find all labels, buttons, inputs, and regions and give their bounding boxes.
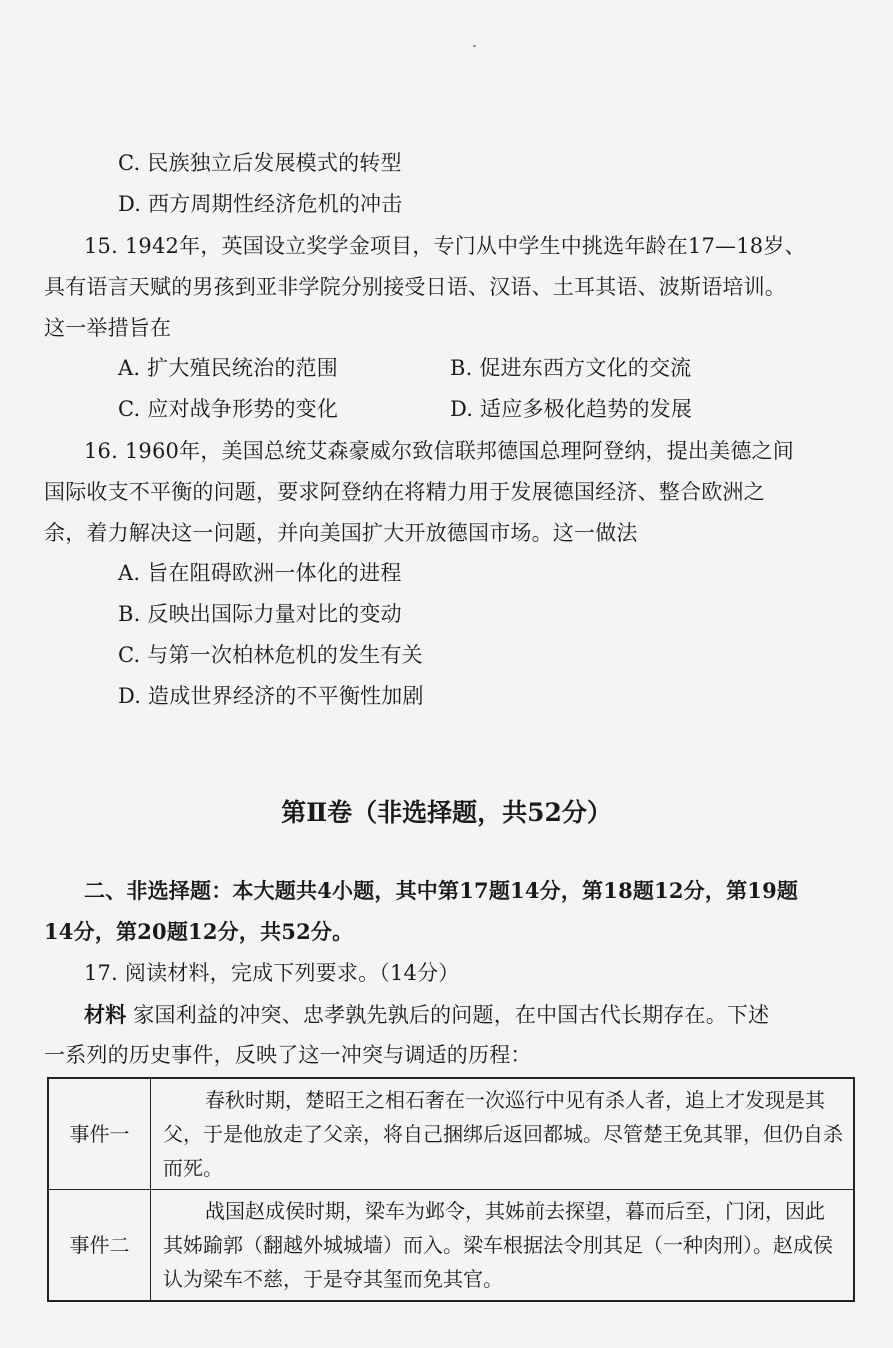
- event-1-label: 事件一: [48, 1078, 151, 1190]
- q16-option-a: A. 旨在阻碍欧洲一体化的进程: [118, 561, 402, 585]
- section-title: 第Ⅱ卷（非选择题，共52分）: [281, 798, 612, 827]
- event-1-paragraph: 春秋时期，楚昭王之相石奢在一次巡行中见有杀人者，追上才发现是其父，于是他放走了父亲，将自己捆绑后返回都城。尽管楚王免其罪，但仍自杀而死。: [163, 1088, 843, 1180]
- event-2-label: 事件二: [48, 1190, 151, 1302]
- q15-option-c: C. 应对战争形势的变化: [118, 397, 339, 421]
- section-intro-line-1: 二、非选择题：本大题共4小题，其中第17题14分，第18题12分，第19题: [84, 878, 799, 903]
- q16-stem-line-2: 国际收支不平衡的问题，要求阿登纳在将精力用于发展德国经济、整合欧洲之: [44, 480, 765, 504]
- events-table: [47, 1077, 855, 1302]
- material-text-1: 家国利益的冲突、忠孝孰先孰后的问题，在中国古代长期存在。下述: [133, 1003, 770, 1027]
- section-intro-line-2: 14分，第20题12分，共52分。: [44, 919, 354, 944]
- q15-option-d: D. 适应多极化趋势的发展: [450, 397, 693, 421]
- scan-speck: [473, 45, 476, 47]
- table-row: [48, 1078, 854, 1190]
- q15-option-b: B. 促进东西方文化的交流: [450, 356, 692, 380]
- q16-stem-line-1: 16. 1960年，美国总统艾森豪威尔致信联邦德国总理阿登纳，提出美德之间: [84, 439, 794, 463]
- event-2-paragraph: 战国赵成侯时期，梁车为邺令，其姊前去探望，暮而后至，门闭，因此其姊踰郭（翻越外城城墙）而入。梁车根据法令刖其足（一种肉刑）。赵成侯认为梁车不慈，于是夺其玺而免其官。: [163, 1199, 833, 1291]
- event-1-text: [151, 1078, 855, 1190]
- q16-option-d: D. 造成世界经济的不平衡性加剧: [118, 684, 424, 708]
- material-label: 材料: [84, 1002, 127, 1027]
- q15-option-a: A. 扩大殖民统治的范围: [118, 356, 338, 380]
- q17-material-line-2: 一系列的历史事件，反映了这一冲突与调适的历程：: [44, 1043, 532, 1067]
- table-row: [48, 1190, 854, 1302]
- q16-stem-line-3: 余，着力解决这一问题，并向美国扩大开放德国市场。这一做法: [44, 521, 638, 545]
- q15-stem-line-2: 具有语言天赋的男孩到亚非学院分别接受日语、汉语、土耳其语、波斯语培训。: [44, 275, 786, 299]
- q15-stem-line-1: 15. 1942年，英国设立奖学金项目，专门从中学生中挑选年龄在17—18岁、: [84, 234, 806, 258]
- event-2-text: [151, 1190, 855, 1302]
- q15-stem-line-3: 这一举措旨在: [44, 316, 172, 340]
- q17-stem: 17. 阅读材料，完成下列要求。（14分）: [84, 961, 460, 985]
- q14-option-d: D. 西方周期性经济危机的冲击: [118, 192, 403, 216]
- q17-material-line-1: [84, 1000, 769, 1030]
- q16-option-c: C. 与第一次柏林危机的发生有关: [118, 643, 423, 667]
- q16-option-b: B. 反映出国际力量对比的变动: [118, 602, 402, 626]
- q14-option-c: C. 民族独立后发展模式的转型: [118, 151, 402, 175]
